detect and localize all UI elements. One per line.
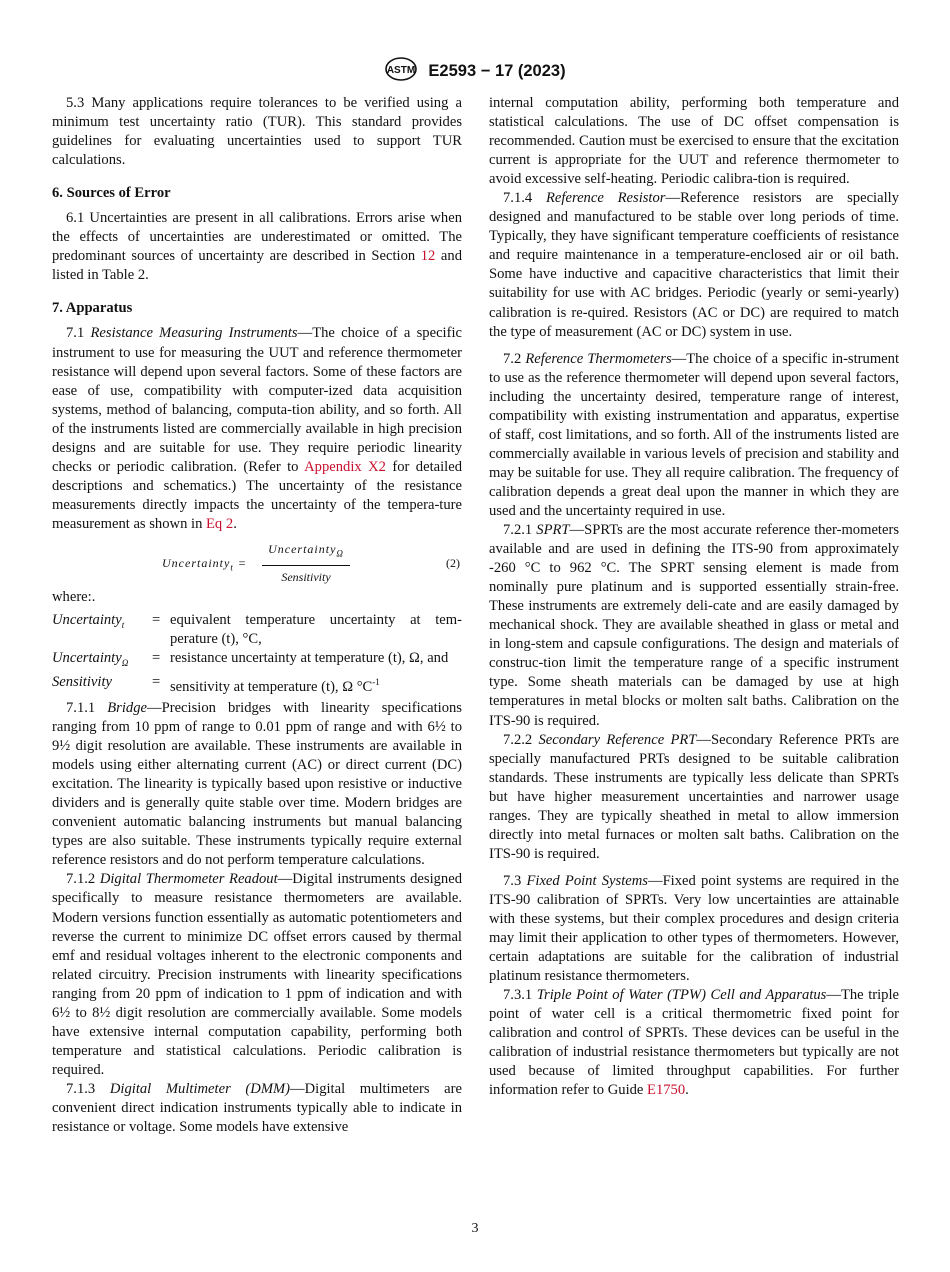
definition-row: Uncertainty$_t$ = equivalent temperature uncertainty at tem-perature (t), °C, — [52, 612, 462, 648]
right-column — [489, 94, 899, 1100]
page-number: 3 — [471, 1221, 479, 1236]
para-7-1-1: 7.1.1 Bridge—Precision bridges with linearity specifications ranging from 10 ppm of range to 0.01 ppm of range and with 6½ to 9½ digit resolution are available. These instruments are available in models using either alternating current (AC) or direct current (DC) excitation. The linearity is typically based upon resistive or inductive dividers and is generally quite stable over time. Modern bridges are convenient automatic balancing instruments but manual balancing types are also suitable. These instruments typically require external reference resistors and do not perform temperature calculations. — [52, 699, 462, 869]
para-7-2-1: 7.2.1 SPRT—SPRTs are the most accurate reference ther-mometers available and are used in defining the ITS-90 from approximately -260 °C to 962 °C. The SPRT sensing element is made from nominally pure platinum and is supported essentially strain-free. These instruments are extremely deli-cate and are easily damaged by mechanical shock. They are available sheathed in glass or metal and in long-stem and capsule configurations. The design and materials of construc-tion limit the temperature range of a specific instrument type. Some sheath materials can be damaged by use at high temperatures in metal blocks or molten salt baths. Calibration on the ITS-90 is required. — [489, 522, 899, 729]
equation-lhs: Uncertainty$_t$ = — [162, 555, 247, 573]
astm-logo-icon — [384, 56, 418, 87]
section-12-link[interactable]: 12 — [420, 248, 436, 265]
page-header — [0, 56, 950, 84]
section-6-heading: 6. Sources of Error — [52, 185, 171, 202]
guide-e1750-link[interactable]: E1750 — [647, 1082, 686, 1099]
para-7-1-3-continued: internal computation ability, performing both temperature and statistical calculations. The use of DC offset compensation is recommended. Caution must be exercised to ensure that the excitation current is appropriate for the UUT and reference thermometer to avoid excessive self-heating. Periodic calibra-tion is required. — [489, 95, 899, 188]
para-7-2-2: 7.2.2 Secondary Reference PRT—Secondary Reference PRTs are specially manufactured PRTs designed to be suitable calibration standards. These instruments are typically less delicate than SPRTs but have higher measurement uncertainties and narrower usage ranges. They are typically sheathed in metal to allow immersion directly into metal furnaces or molten salt baths. Calibration on the ITS-90 is required. — [489, 731, 899, 862]
definition-row: Sensitivity = sensitivity at temperature (t), Ω $^\circ C^{-1}$ — [52, 674, 380, 695]
para-5-3: 5.3 Many applications require tolerances to be verified using a minimum test uncertainty ratio (TUR). This standard provides guidelines for evaluating uncertainties used to support TUR calculations. — [52, 95, 462, 169]
equation-numerator: Uncertainty$_\Omega$ — [262, 540, 350, 566]
equation-denominator: Sensitivity — [281, 570, 331, 585]
para-7-1: 7.1 Resistance Measuring Instruments—The choice of a specific instrument to use for measuring the UUT and reference thermometer resistance will depend upon several factors. Some of these factors are ease of use, compatibility with computer-ized data acquisition systems, method of balancing, computa-tion ability, and so forth. All of the instruments listed are commercially available in high precision designs and are suitable for use. They require periodic linearity checks or periodic calibration. (Refer to Appendix X2 for detailed descriptions and schematics.) The uncertainty of the resistance measurements directly impacts the uncertainty of the tempera-ture measurement as shown in Eq 2. — [52, 325, 463, 532]
equation-fraction — [262, 540, 350, 587]
eq-2-link[interactable]: Eq 2 — [206, 515, 234, 532]
para-7-3: 7.3 Fixed Point Systems—Fixed point systems are required in the ITS-90 calibration of SPRTs. Very low uncertainties are attainable with these systems, but their complex procedures and design criteria may limit their application to other types of thermometers. However, certain adaptations are suitable for the calibration of industrial platinum resistance thermometers. — [489, 872, 899, 985]
logo-text: ASTM — [387, 65, 416, 76]
para-7-1-3: 7.1.3 Digital Multimeter (DMM)—Digital multimeters are convenient direct indication instruments typically able to indicate in resistance or voltage. Some models have extensive — [52, 1080, 462, 1136]
para-6-1: 6.1 Uncertainties are present in all calibrations. Errors arise when the effects of uncertainties are underestimated or omitted. The predominant sources of uncertainty are described in Section 12 and listed in Table 2. — [52, 210, 462, 284]
definitions-list — [52, 611, 462, 697]
para-7-2: 7.2 Reference Thermometers—The choice of a specific in-strument to use as the reference thermometer will depend upon several factors, including the uncertainty desired, temperature range of interest, compatibility with existing instrumentation and apparatus, expertise of staff, cost limitations, and so forth. All of the instruments listed are commercially available in various levels of precision and stability and may be suitable for use. They all require calibration. The frequency of calibration depends a great deal upon the manner in which they are used and the uncertainty required in use. — [489, 350, 899, 519]
appendix-x2-link[interactable]: Appendix X2 — [304, 458, 386, 475]
left-column — [52, 94, 462, 1137]
definition-row: Uncertainty$_\Omega$ = resistance uncertainty at temperature (t), Ω, and — [52, 650, 449, 669]
para-7-1-2: 7.1.2 Digital Thermometer Readout—Digital instruments designed specifically to measure resistance thermometers are available. Modern versions function essentially as automatic potentiometers and reverse the current to minimize DC offset errors caused by thermal emf and residual voltages inherent to the electronic components and related circuitry. Precision instruments with linearity specifications ranging from 20 ppm of indication to 1 ppm of indication and with 6½ to 8½ digit resolution are commercially available. Some models have extensive internal computation capability, performing both temperature and statistical calculations. Periodic calibration is required. — [52, 871, 463, 1078]
equation-number: (2) — [446, 555, 460, 570]
equation-2 — [52, 540, 462, 584]
para-7-1-4: 7.1.4 Reference Resistor—Reference resistors are specially designed and manufactured to be stable over long periods of time. Typically, they have significant temperature coefficients of resistance and require maintenance in a temperature-enclosed air or oil bath. Some have inductive and capacitive characteristics that limit their suitability for use with AC bridges. Periodic (yearly or semi-yearly) calibration is re-quired. Resistors (AC or DC) are required to match the type of measurement (AC or DC) system in use. — [489, 190, 899, 340]
where-label: where:. — [52, 588, 96, 605]
document-designation: E2593 − 17 (2023) — [428, 62, 566, 80]
para-7-3-1: 7.3.1 Triple Point of Water (TPW) Cell and Apparatus—The triple point of water cell is a critical thermometric fixed point for calibration and control of SPRTs. These devices can be useful in the calibration of industrial resistance thermometers but typically are not used because of limited throughput capabilities. For further information refer to Guide E1750. — [489, 987, 899, 1099]
section-7-heading: 7. Apparatus — [52, 300, 133, 317]
